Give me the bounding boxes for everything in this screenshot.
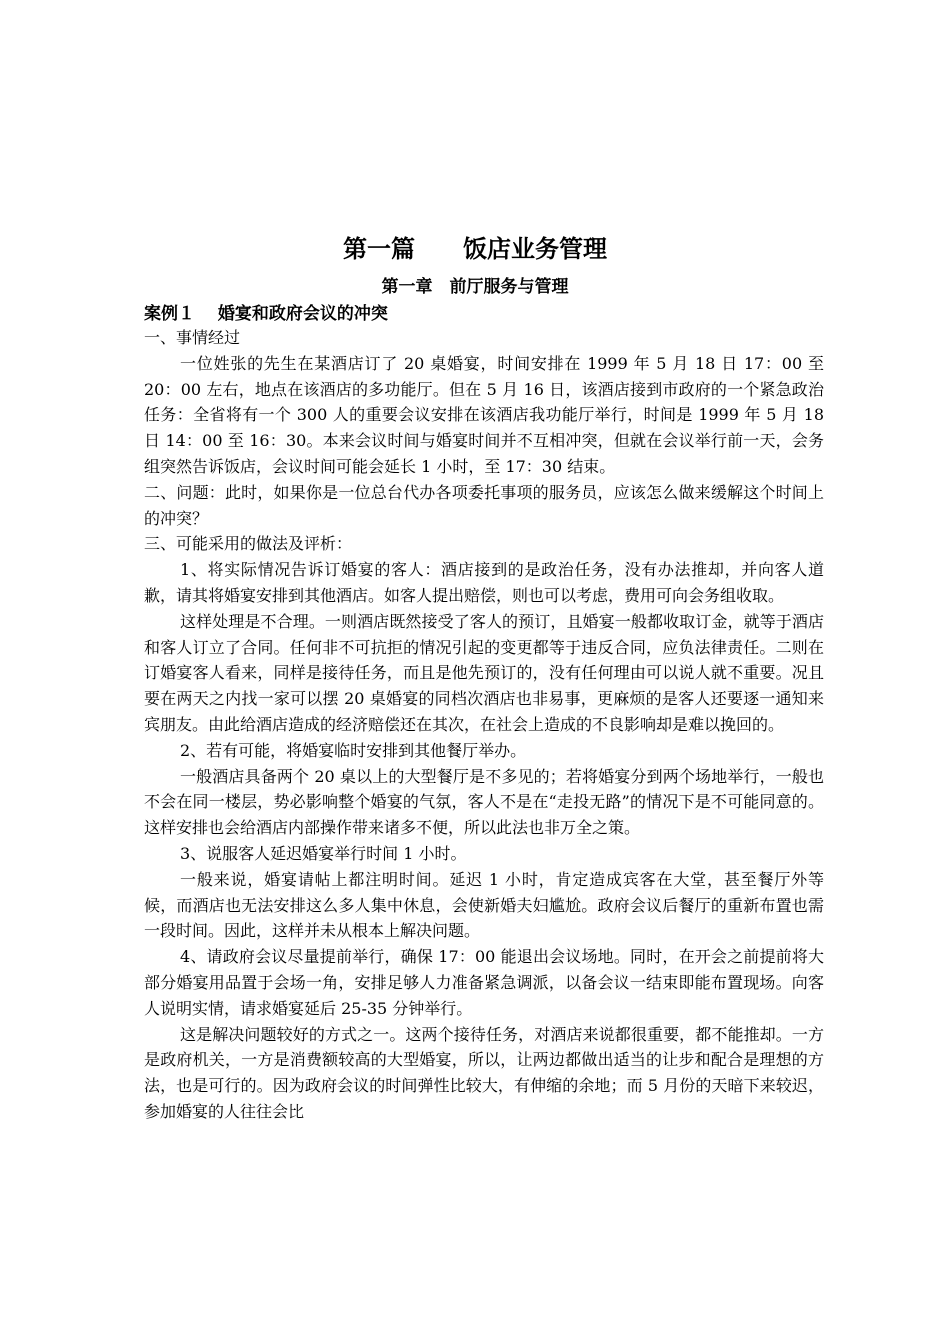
paragraph: 一、事情经过 [144,328,241,347]
paragraph: 这是解决问题较好的方式之一。这两个接待任务，对酒店来说都很重要，都不能推却。一方是政府机关，一方是消费额较高的大型婚宴，所以，让两边都做出适当的让步和配合是理想的方法，也是可行的。因为政府会议的时间弹性比较大，有伸缩的余地；而 5 月份的天暗下来较迟，参加婚宴的人往往会比 [144,1024,824,1121]
paragraph: 一位姓张的先生在某酒店订了 20 桌婚宴，时间安排在 1999 年 5 月 18 日 17：00 至 20：00 左右，地点在该酒店的多功能厅。但在 5 月 16 日，该酒店接到市政府的一个紧急政治任务：全省将有一个 300 人的重要会议安排在该酒店我功能厅举行，时间是 1999 年 5 月 18 日 14：00 至 16：30。本来会议时间与婚宴时间并不互相冲突，但就在会议举行前一天，会务组突然告诉饭店，会议时间可能会延长 1 小时，至 17：30 结束。 [144,353,824,476]
part-title: 第一篇 饭店业务管理 [343,235,607,263]
paragraph: 3、说服客人延迟婚宴举行时间 1 小时。 [180,843,467,863]
body-text [144,325,824,1125]
case-title: 案例１ 婚宴和政府会议的冲突 [144,304,388,324]
paragraph: 4、请政府会议尽量提前举行，确保 17：00 能退出会议场地。同时，在开会之前提前将大部分婚宴用品置于会场一角，安排足够人力准备紧急调派，以备会议一结束即能布置现场。向客人说明实情，请求婚宴延后 25-35 分钟举行。 [144,947,824,1018]
paragraph: 三、可能采用的做法及评析： [144,534,353,554]
paragraph: 一般来说，婚宴请帖上都注明时间。延迟 1 小时，肯定造成宾客在大堂，甚至餐厅外等候，而酒店也无法安排这么多人集中休息，会使新婚夫妇尴尬。政府会议后餐厅的重新布置也需一段时间。因此，这样并未从根本上解决问题。 [144,869,824,941]
paragraph: 这样处理是不合理。一则酒店既然接受了客人的预订，且婚宴一般都收取订金，就等于酒店和客人订立了合同。任何非不可抗拒的情况引起的变更都等于违反合同，应负法律责任。二则在订婚宴客人看来，同样是接待任务，而且是他先预订的，没有任何理由可以说人就不重要。况且要在两天之内找一家可以摆 20 桌婚宴的同档次酒店也非易事，更麻烦的是客人还要逐一通知来宾朋友。由此给酒店造成的经济赔偿还在其次，在社会上造成的不良影响却是难以挽回的。 [144,611,824,734]
chapter-title: 第一章 前厅服务与管理 [381,277,569,297]
paragraph: 二、问题：此时，如果你是一位总台代办各项委托事项的服务员，应该怎么做来缓解这个时间上的冲突？ [144,482,824,528]
paragraph: 1、将实际情况告诉订婚宴的客人：酒店接到的是政治任务，没有办法推却，并向客人道歉，请其将婚宴安排到其他酒店。如客人提出赔偿，则也可以考虑，费用可向会务组收取。 [144,560,824,605]
paragraph: 一般酒店具备两个 20 桌以上的大型餐厅是不多见的；若将婚宴分到两个场地举行，一般也不会在同一楼层，势必影响整个婚宴的气氛，客人不是在“走投无路”的情况下是不可能同意的。这样安排也会给酒店内部操作带来诸多不便，所以此法也非万全之策。 [144,766,824,838]
paragraph: 2、若有可能，将婚宴临时安排到其他餐厅举办。 [180,740,527,760]
